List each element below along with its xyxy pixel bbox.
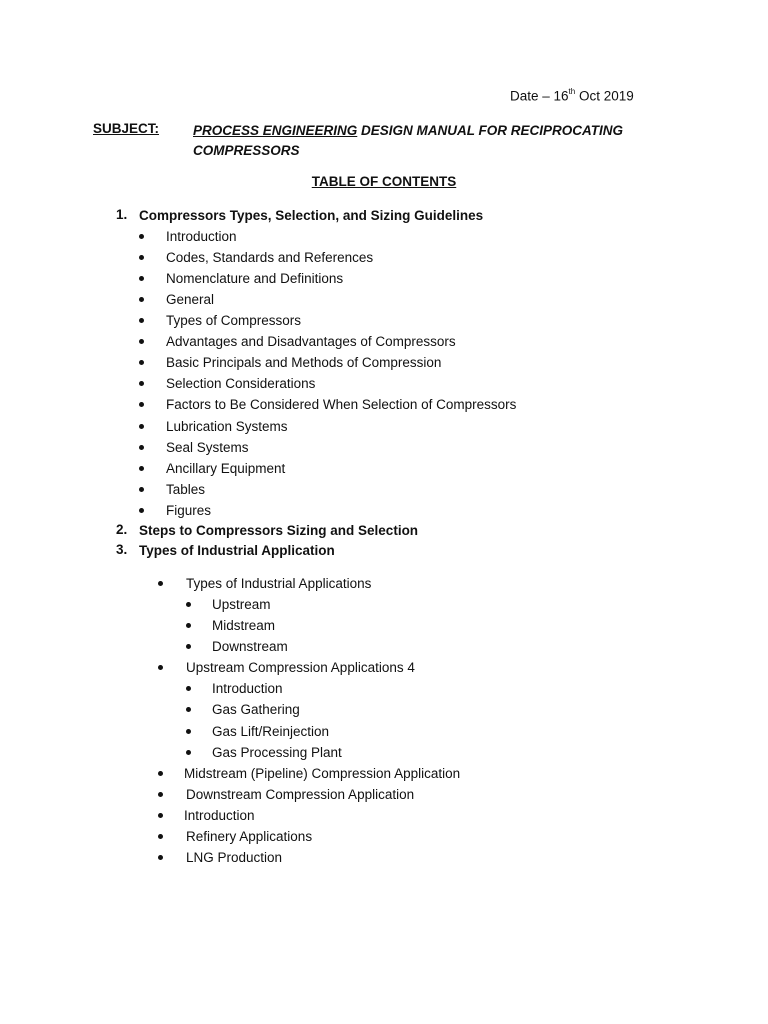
section-1-title: Compressors Types, Selection, and Sizing Guidelines [139,208,484,223]
document-date [510,88,634,104]
subject-title [193,121,633,161]
bullet-icon [139,466,144,471]
toc-title: TABLE OF CONTENTS [311,174,457,189]
subject-title-rest: DESIGN MANUAL FOR RECIPROCATING [357,123,624,138]
date-suffix: Oct 2019 [575,88,634,104]
bullet-icon [186,729,191,734]
bullet-icon [139,255,144,260]
bullet-icon [186,602,191,607]
bullet-icon [186,686,191,691]
bullet-icon [158,665,163,670]
subject-label: SUBJECT: [93,121,160,136]
date-superscript: th [568,87,576,96]
subject-title-line2: COMPRESSORS [193,143,300,158]
bullet-icon [158,813,163,818]
bullet-icon [158,581,163,586]
bullet-icon [158,855,163,860]
bullet-icon [158,771,163,776]
bullet-icon [139,381,144,386]
bullet-icon [186,644,191,649]
bullet-icon [139,508,144,513]
bullet-icon [139,339,144,344]
bullet-icon [158,834,163,839]
section-3-title: Types of Industrial Application [139,543,335,558]
section-3-number: 3. [116,542,128,557]
subject-title-underlined: PROCESS ENGINEERING [193,123,358,138]
date-prefix: Date – 16 [510,88,569,104]
document-page: Date – 16th Oct 2019 SUBJECT: PROCESS ENGINEERING DESIGN MANUAL FOR RECIPROCATING COMPRESSORS TABLE OF CONTENTS 1. Compressors Types, Selection, and Sizing Guidelines Introduction Codes, Standards and References Nomenclature and Definitions General Types of Compressors Advantages and Disadvantages of Compressors Basic Principals and Methods of Compression Selection Considerations Factors to Be Considered When Selection of Compressors Lubrication Systems Seal Systems Ancillary Equipment Tables Figures 2. Steps to Compressors Sizing and Selection 3. Types of Industrial Application Types of Industrial Applications Upstream Midstream Downstream Upstream Compression Applications 4 Introduction Gas Gathering Gas Lift/Reinjection Gas Processing Plant Midstream (Pipeline) Compression Application Downstream Compression Application Introduction Refinery Applications LNG Production [0,0,768,1024]
bullet-icon [139,487,144,492]
bullet-icon [139,276,144,281]
bullet-icon [186,750,191,755]
section-2-number: 2. [116,522,128,537]
section-1-number: 1. [116,207,128,222]
bullet-icon [158,792,163,797]
bullet-icon [139,297,144,302]
bullet-icon [139,318,144,323]
bullet-icon [139,402,144,407]
bullet-icon [139,360,144,365]
bullet-icon [186,707,191,712]
bullet-icon [139,445,144,450]
bullet-icon [139,424,144,429]
bullet-icon [139,234,144,239]
bullet-icon [186,623,191,628]
section-2-title: Steps to Compressors Sizing and Selection [139,523,419,538]
